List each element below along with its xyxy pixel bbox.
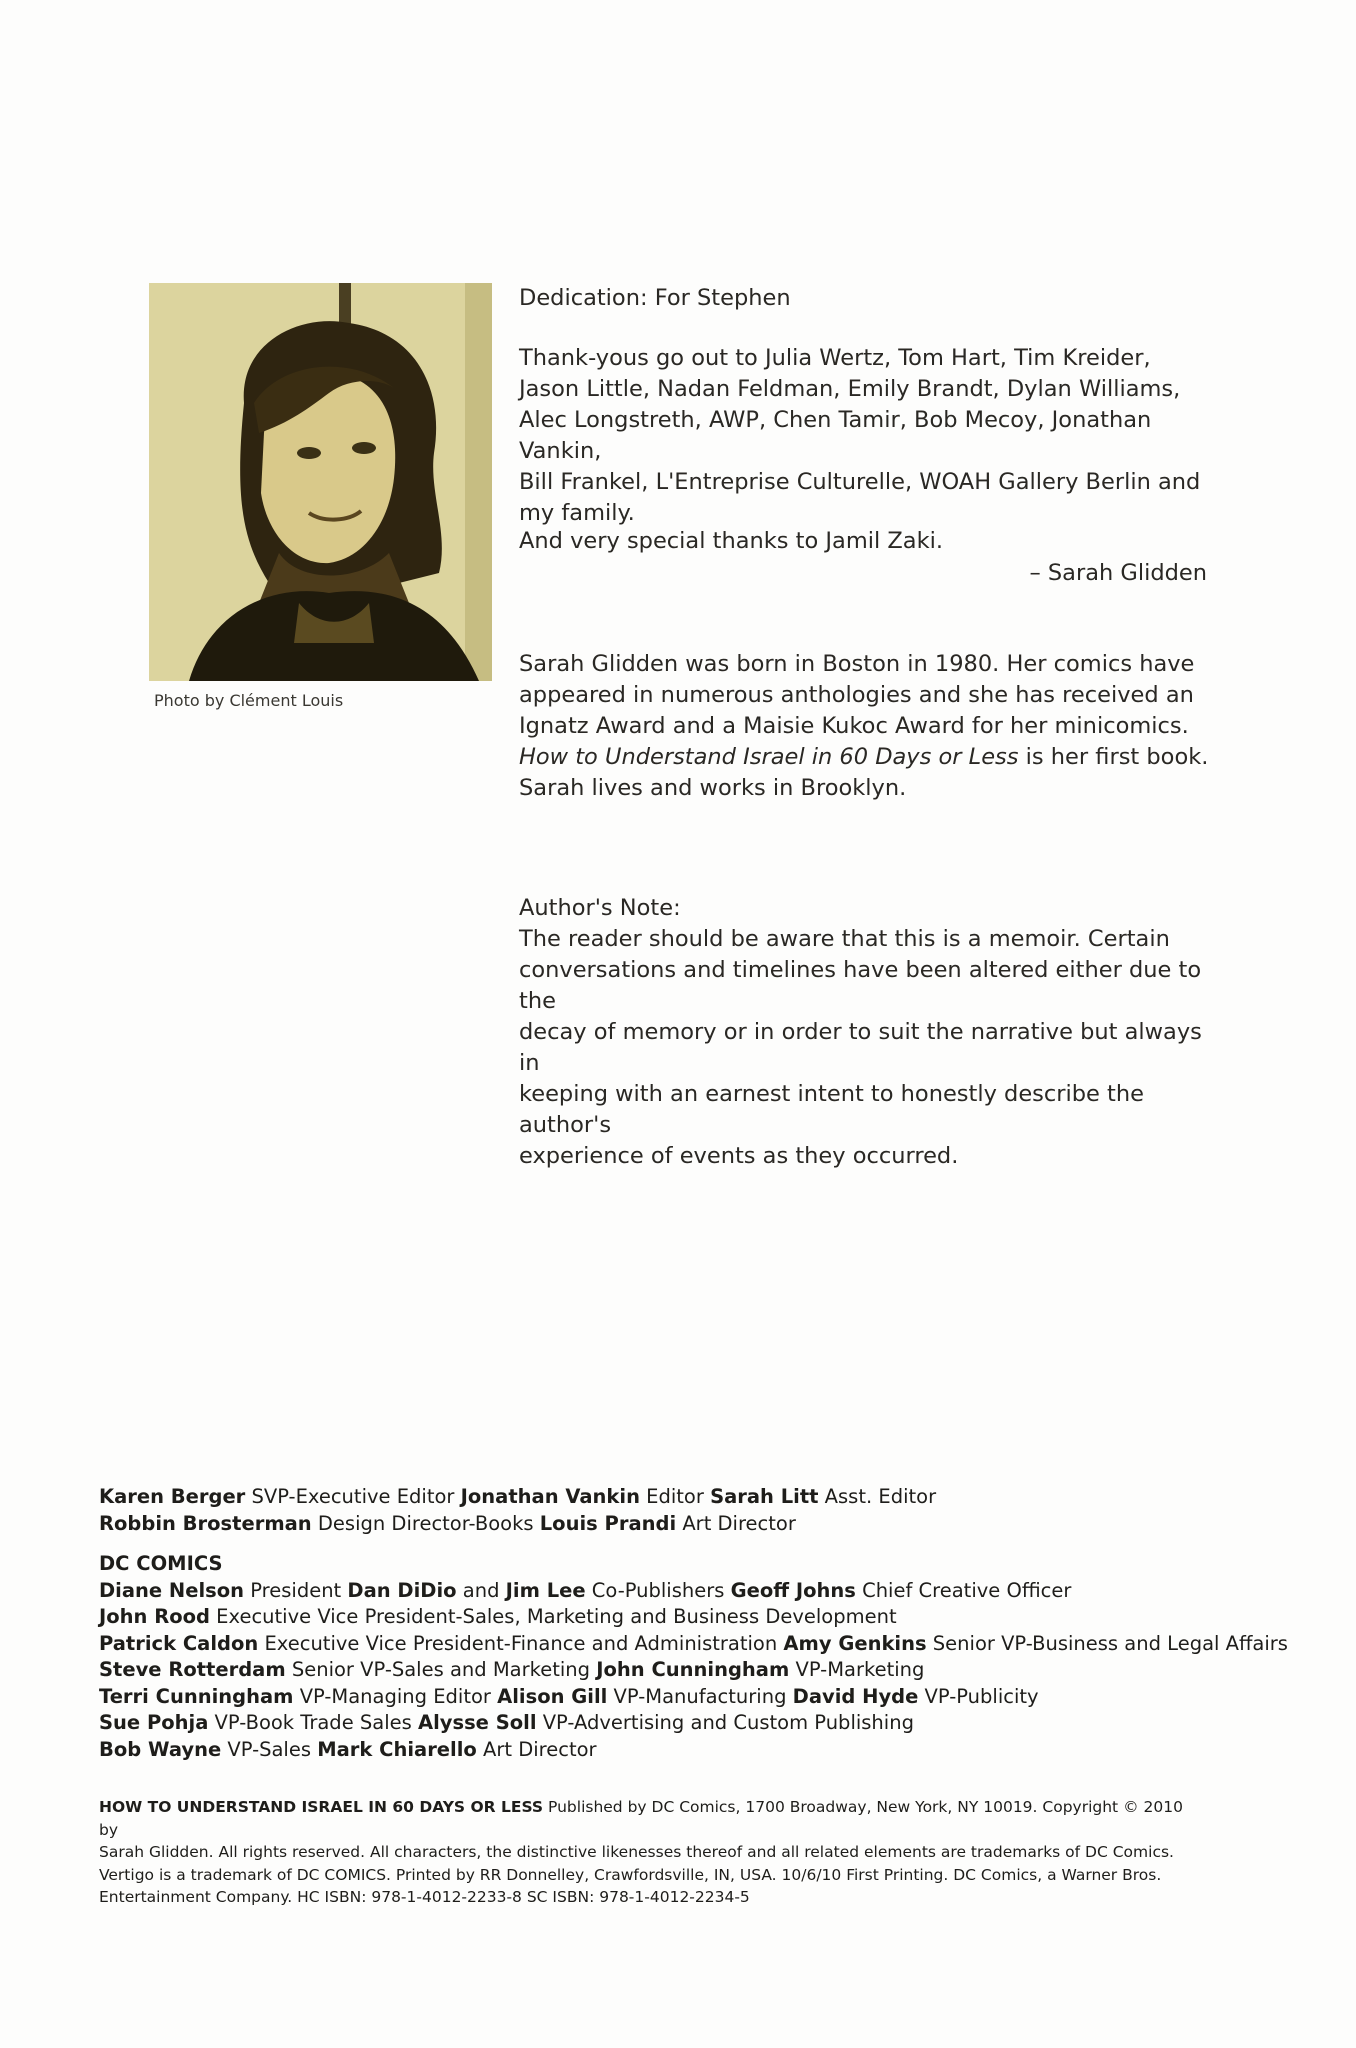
credit-name: Dan DiDio	[347, 1578, 457, 1602]
credit-name: Steve Rotterdam	[99, 1658, 286, 1681]
credit-role: Executive Vice President-Finance and Administration	[258, 1631, 784, 1655]
credit-name: Terri Cunningham	[99, 1684, 294, 1708]
credit-role: Art Director	[676, 1511, 796, 1535]
authors-note-line: decay of memory or in order to suit the narrative but always in	[519, 1019, 1202, 1076]
legal-line	[99, 1796, 1189, 1841]
book-title: How to Understand Israel in 60 Days or Less	[519, 744, 1019, 770]
legal-text: Published by DC Comics, 1700 Broadway, New York, NY 10019. Copyright © 2010 by	[99, 1798, 1183, 1839]
legal-line: Vertigo is a trademark of DC COMICS. Printed by RR Donnelley, Crawfordsville, IN, USA. 10/6/10 First Printing. DC Comics, a Warner Bros.	[99, 1865, 1162, 1884]
legal-line: Entertainment Company. HC ISBN: 978-1-4012-2233-8 SC ISBN: 978-1-4012-2234-5	[99, 1888, 750, 1906]
credit-role: Design Director-Books	[311, 1511, 540, 1535]
credit-role: VP-Publicity	[918, 1684, 1039, 1708]
dedication: Dedication: For Stephen	[519, 285, 791, 311]
copyright-notice	[99, 1796, 1189, 1909]
credit-role: VP-Book Trade Sales	[208, 1711, 418, 1734]
acknowledgements	[519, 343, 1209, 529]
credits-row	[99, 1737, 1249, 1764]
credit-name: Amy Genkins	[783, 1631, 927, 1655]
credits-row	[99, 1684, 1249, 1711]
credit-role: Executive Vice President-Sales, Marketing and Business Development	[209, 1605, 897, 1628]
credit-role: Asst. Editor	[818, 1485, 937, 1508]
bio-line-rest: is her first book.	[1018, 744, 1209, 770]
credit-role: Chief Creative Officer	[855, 1578, 1072, 1602]
credit-name: Geoff Johns	[730, 1578, 856, 1602]
acknowledgements-line: Thank-yous go out to Julia Wertz, Tom Hart, Tim Kreider,	[519, 345, 1151, 371]
author-photo	[149, 283, 492, 681]
authors-note-line: conversations and timelines have been altered either due to the	[519, 957, 1202, 1014]
acknowledgements-line: Jason Little, Nadan Feldman, Emily Brandt, Dylan Williams,	[519, 376, 1181, 402]
acknowledgements-line: my family.	[519, 500, 635, 526]
credit-name: Alysse Soll	[417, 1711, 537, 1734]
credit-name: Patrick Caldon	[99, 1631, 259, 1655]
credit-name: Mark Chiarello	[317, 1737, 477, 1761]
credit-name: Sue Pohja	[99, 1711, 209, 1734]
credit-name: John Rood	[99, 1605, 210, 1628]
credit-name: Robbin Brosterman	[99, 1511, 312, 1535]
legal-line: Sarah Glidden. All rights reserved. All characters, the distinctive likenesses thereof and all related elements are trademarks of DC Comics.	[99, 1843, 1174, 1861]
acknowledgements-line: Alec Longstreth, AWP, Chen Tamir, Bob Mecoy, Jonathan Vankin,	[519, 407, 1152, 464]
acknowledgements-line: Bill Frankel, L'Entreprise Culturelle, WOAH Gallery Berlin and	[519, 469, 1201, 495]
credit-role: SVP-Executive Editor	[245, 1485, 461, 1508]
credit-name: David Hyde	[792, 1684, 919, 1708]
credits-row	[99, 1710, 1249, 1737]
credit-role: Art Director	[476, 1737, 597, 1761]
credits-row	[99, 1484, 1249, 1511]
credit-name: Sarah Litt	[710, 1485, 819, 1508]
authors-note	[519, 924, 1219, 1172]
credit-role: and	[456, 1578, 506, 1602]
credit-role: VP-Manufacturing	[607, 1684, 793, 1708]
credit-name: Louis Prandi	[539, 1511, 677, 1535]
bio-line: appeared in numerous anthologies and she has received an	[519, 682, 1194, 708]
credit-role: Senior VP-Business and Legal Affairs	[926, 1631, 1288, 1655]
credit-name: Bob Wayne	[99, 1737, 222, 1761]
credit-name: Diane Nelson	[99, 1578, 245, 1602]
credit-role: Senior VP-Sales and Marketing	[285, 1658, 597, 1681]
staff-credits	[99, 1484, 1288, 1763]
special-thanks: And very special thanks to Jamil Zaki.	[519, 528, 944, 554]
credit-role: Editor	[639, 1485, 711, 1508]
author-signature: – Sarah Glidden	[1029, 560, 1207, 586]
credits-row	[99, 1631, 1288, 1658]
credit-name: Jonathan Vankin	[460, 1485, 640, 1508]
credit-role: VP-Advertising and Custom Publishing	[536, 1711, 914, 1734]
bio-line: Ignatz Award and a Maisie Kukoc Award for her minicomics.	[519, 713, 1189, 739]
photo-credit: Photo by Clément Louis	[154, 691, 344, 710]
credit-role: VP-Marketing	[789, 1658, 925, 1681]
bio-line: Sarah Glidden was born in Boston in 1980. Her comics have	[519, 651, 1195, 677]
authors-note-line: The reader should be aware that this is a memoir. Certain	[519, 926, 1170, 952]
bio-line: Sarah lives and works in Brooklyn.	[519, 775, 907, 801]
credit-name: Alison Gill	[497, 1684, 608, 1708]
credit-role: VP-Managing Editor	[293, 1684, 498, 1708]
authors-note-line: experience of events as they occurred.	[519, 1143, 959, 1169]
company-heading: DC COMICS	[99, 1552, 223, 1575]
credits-row	[99, 1657, 1249, 1684]
credits-row	[99, 1604, 1249, 1631]
legal-title: HOW TO UNDERSTAND ISRAEL IN 60 DAYS OR LESS	[99, 1798, 544, 1816]
credit-role: Co-Publishers	[585, 1578, 731, 1602]
authors-note-line: keeping with an earnest intent to honestly describe the author's	[519, 1081, 1144, 1138]
credits-row	[99, 1511, 1249, 1538]
credit-role: VP-Sales	[221, 1737, 318, 1761]
credits-row	[99, 1578, 1249, 1605]
credit-name: Jim Lee	[505, 1578, 586, 1602]
bio-line	[519, 742, 1209, 773]
author-bio	[519, 649, 1209, 804]
credit-name: Karen Berger	[99, 1485, 246, 1508]
authors-note-title: Author's Note:	[519, 895, 681, 921]
credit-name: John Cunningham	[596, 1658, 790, 1681]
credit-role: President	[244, 1578, 348, 1602]
